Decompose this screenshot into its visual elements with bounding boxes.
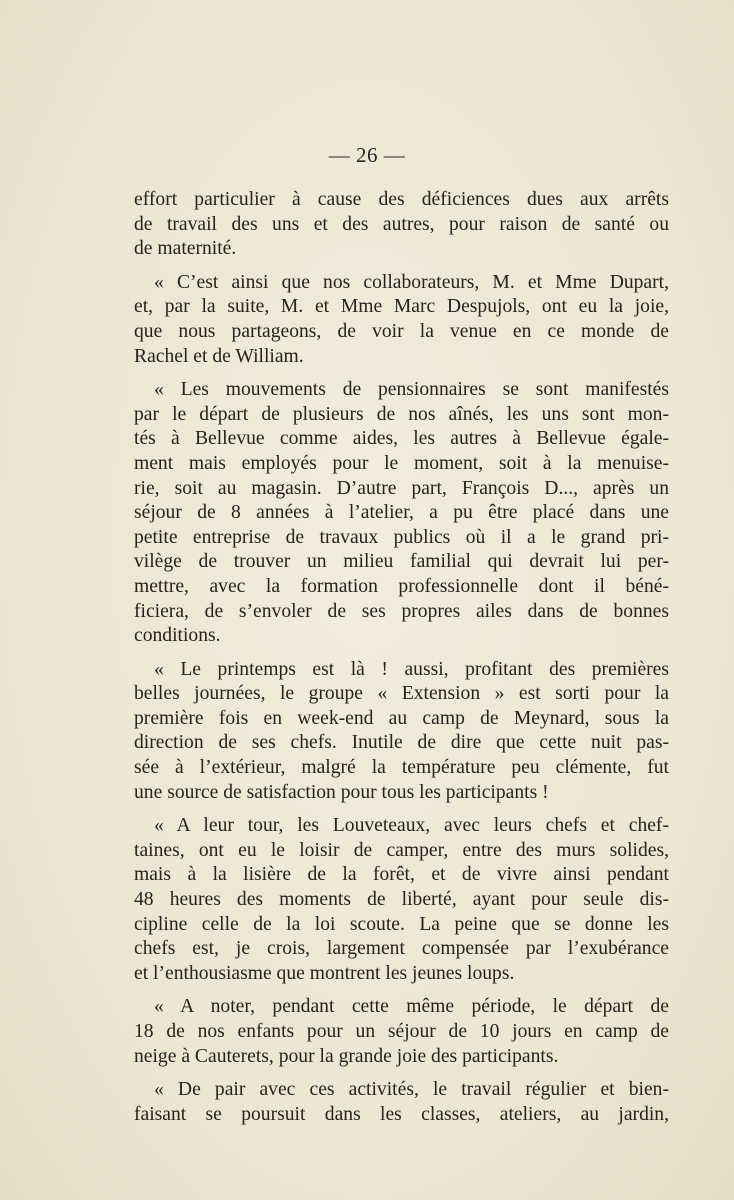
- text-line: mais à la lisière de la forêt, et de vivre ainsi pendant: [134, 864, 669, 886]
- text-line: faisant se poursuit dans les classes, ateliers, au jardin,: [134, 1103, 669, 1125]
- paragraph: [134, 995, 669, 1069]
- text-line: séjour de 8 années à l’atelier, a pu être placé dans une: [134, 502, 669, 524]
- text-line: 48 heures des moments de liberté, ayant pour seule dis-: [134, 889, 669, 911]
- page-number: — 26 —: [328, 143, 406, 167]
- text-line: « De pair avec ces activités, le travail régulier et bien-: [154, 1079, 669, 1101]
- text-line: et, par la suite, M. et Mme Marc Despujols, ont eu la joie,: [134, 296, 669, 318]
- paragraph: [134, 1078, 669, 1127]
- text-line: « A leur tour, les Louveteaux, avec leurs chefs et chef-: [154, 815, 669, 837]
- paragraph: [134, 378, 669, 649]
- text-line: « A noter, pendant cette même période, le départ de: [154, 996, 669, 1018]
- text-line: chefs est, je crois, largement compensée par l’exubérance: [134, 938, 669, 960]
- text-line: conditions.: [134, 625, 221, 647]
- text-line: neige à Cauterets, pour la grande joie des participants.: [134, 1045, 559, 1067]
- text-line: mettre, avec la formation professionnelle dont il béné-: [134, 575, 669, 597]
- text-line: de travail des uns et des autres, pour raison de santé ou: [134, 213, 669, 235]
- text-line: de maternité.: [134, 238, 237, 260]
- text-line: taines, ont eu le loisir de camper, entre des murs solides,: [134, 839, 669, 861]
- text-line: cipline celle de la loi scoute. La peine que se donne les: [134, 913, 669, 935]
- text-line: rie, soit au magasin. D’autre part, François D..., après un: [134, 477, 669, 499]
- text-line: direction de ses chefs. Inutile de dire que cette nuit pas-: [134, 732, 669, 754]
- paragraph: [134, 658, 669, 806]
- text-line: « Le printemps est là ! aussi, profitant des premières: [154, 658, 669, 680]
- paragraph: [134, 188, 669, 262]
- text-line: et l’enthousiasme que montrent les jeunes loups.: [134, 962, 515, 984]
- text-line: ment mais employés pour le moment, soit à la menuise-: [134, 452, 669, 474]
- body-text: [134, 188, 669, 1136]
- text-line: sée à l’extérieur, malgré la température peu clémente, fut: [134, 757, 669, 779]
- text-line: que nous partageons, de voir la venue en ce monde de: [134, 320, 669, 342]
- text-line: effort particulier à cause des déficiences dues aux arrêts: [134, 189, 669, 210]
- text-line: première fois en week-end au camp de Meynard, sous la: [134, 707, 669, 729]
- text-line: « Les mouvements de pensionnaires se sont manifestés: [154, 379, 669, 401]
- text-line: vilège de trouver un milieu familial qui devrait lui per-: [134, 551, 669, 573]
- text-line: petite entreprise de travaux publics où il a le grand pri-: [134, 526, 669, 548]
- text-line: par le départ de plusieurs de nos aînés, les uns sont mon-: [134, 403, 669, 425]
- paragraph: [134, 271, 669, 369]
- text-line: 18 de nos enfants pour un séjour de 10 jours en camp de: [134, 1021, 669, 1042]
- paragraph: [134, 814, 669, 986]
- text-line: ficiera, de s’envoler de ses propres ailes dans de bonnes: [134, 600, 669, 622]
- text-line: une source de satisfaction pour tous les participants !: [134, 781, 549, 803]
- text-line: « C’est ainsi que nos collaborateurs, M. et Mme Dupart,: [154, 271, 669, 293]
- text-line: tés à Bellevue comme aides, les autres à Bellevue égale-: [134, 428, 669, 450]
- text-line: Rachel et de William.: [134, 345, 304, 367]
- text-line: belles journées, le groupe « Extension » est sorti pour la: [134, 683, 669, 705]
